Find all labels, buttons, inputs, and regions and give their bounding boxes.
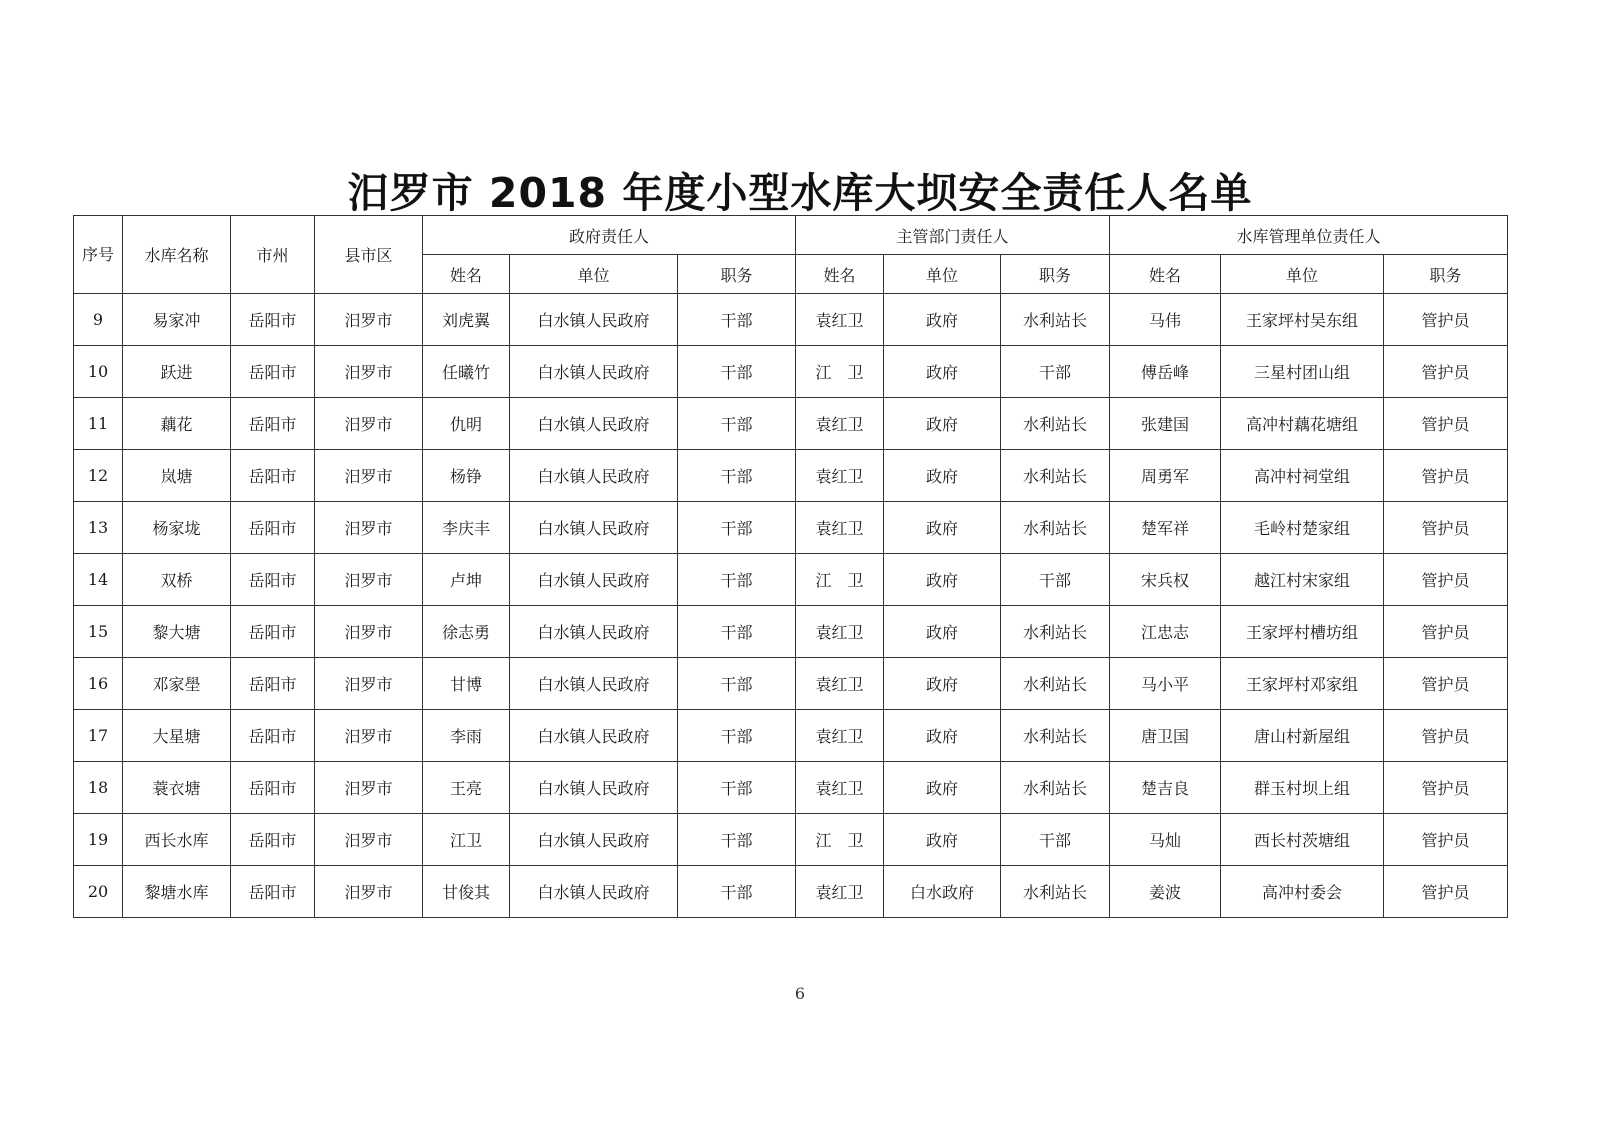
cell-dept-position: 水利站长	[1001, 294, 1110, 346]
cell-dept-unit: 政府	[884, 554, 1001, 606]
cell-mgmt-name: 宋兵权	[1110, 554, 1221, 606]
table-row	[74, 346, 1508, 398]
cell-dept-name: 袁红卫	[796, 866, 884, 918]
cell-gov-name: 任曦竹	[423, 346, 510, 398]
cell-gov-unit: 白水镇人民政府	[510, 814, 678, 866]
cell-city: 岳阳市	[231, 502, 315, 554]
header-mgmt-position: 职务	[1384, 255, 1508, 294]
header-county: 县市区	[315, 216, 423, 294]
cell-seq: 11	[74, 398, 123, 450]
cell-city: 岳阳市	[231, 398, 315, 450]
header-city: 市州	[231, 216, 315, 294]
cell-county: 汨罗市	[315, 554, 423, 606]
table-row	[74, 710, 1508, 762]
cell-city: 岳阳市	[231, 814, 315, 866]
cell-mgmt-position: 管护员	[1384, 554, 1508, 606]
cell-reservoir-name: 邓家壆	[123, 658, 231, 710]
cell-dept-unit: 白水政府	[884, 866, 1001, 918]
cell-mgmt-name: 姜波	[1110, 866, 1221, 918]
cell-mgmt-name: 张建国	[1110, 398, 1221, 450]
page-title: 汨罗市 2018 年度小型水库大坝安全责任人名单	[347, 169, 1253, 217]
cell-county: 汨罗市	[315, 762, 423, 814]
cell-dept-unit: 政府	[884, 450, 1001, 502]
cell-gov-position: 干部	[678, 866, 796, 918]
cell-mgmt-unit: 唐山村新屋组	[1221, 710, 1384, 762]
cell-dept-name: 袁红卫	[796, 762, 884, 814]
cell-mgmt-position: 管护员	[1384, 710, 1508, 762]
cell-dept-unit: 政府	[884, 814, 1001, 866]
table-row	[74, 398, 1508, 450]
cell-reservoir-name: 双桥	[123, 554, 231, 606]
cell-gov-name: 徐志勇	[423, 606, 510, 658]
table-row	[74, 866, 1508, 918]
cell-mgmt-unit: 王家坪村吴东组	[1221, 294, 1384, 346]
cell-mgmt-unit: 西长村茨塘组	[1221, 814, 1384, 866]
cell-county: 汨罗市	[315, 866, 423, 918]
cell-county: 汨罗市	[315, 606, 423, 658]
cell-gov-unit: 白水镇人民政府	[510, 658, 678, 710]
cell-gov-name: 刘虎翼	[423, 294, 510, 346]
cell-reservoir-name: 西长水库	[123, 814, 231, 866]
cell-county: 汨罗市	[315, 398, 423, 450]
header-reservoir: 水库名称	[123, 216, 231, 294]
cell-dept-unit: 政府	[884, 762, 1001, 814]
cell-dept-unit: 政府	[884, 710, 1001, 762]
cell-dept-name: 江 卫	[796, 554, 884, 606]
cell-dept-name: 江 卫	[796, 814, 884, 866]
cell-gov-name: 甘俊其	[423, 866, 510, 918]
cell-mgmt-name: 唐卫国	[1110, 710, 1221, 762]
cell-mgmt-position: 管护员	[1384, 398, 1508, 450]
cell-gov-position: 干部	[678, 294, 796, 346]
cell-county: 汨罗市	[315, 710, 423, 762]
header-mgmt-group: 水库管理单位责任人	[1110, 216, 1508, 255]
header-row-group	[74, 216, 1508, 255]
cell-city: 岳阳市	[231, 762, 315, 814]
cell-mgmt-position: 管护员	[1384, 450, 1508, 502]
cell-city: 岳阳市	[231, 294, 315, 346]
cell-seq: 15	[74, 606, 123, 658]
cell-seq: 9	[74, 294, 123, 346]
cell-gov-position: 干部	[678, 658, 796, 710]
table-row	[74, 606, 1508, 658]
cell-county: 汨罗市	[315, 346, 423, 398]
cell-dept-position: 干部	[1001, 346, 1110, 398]
cell-mgmt-position: 管护员	[1384, 346, 1508, 398]
cell-seq: 14	[74, 554, 123, 606]
cell-gov-position: 干部	[678, 606, 796, 658]
cell-reservoir-name: 杨家垅	[123, 502, 231, 554]
cell-mgmt-position: 管护员	[1384, 502, 1508, 554]
table-row	[74, 762, 1508, 814]
cell-seq: 18	[74, 762, 123, 814]
cell-mgmt-unit: 群玉村坝上组	[1221, 762, 1384, 814]
cell-gov-unit: 白水镇人民政府	[510, 450, 678, 502]
cell-dept-unit: 政府	[884, 398, 1001, 450]
cell-county: 汨罗市	[315, 658, 423, 710]
cell-mgmt-name: 楚军祥	[1110, 502, 1221, 554]
cell-dept-name: 袁红卫	[796, 658, 884, 710]
cell-reservoir-name: 黎大塘	[123, 606, 231, 658]
cell-city: 岳阳市	[231, 346, 315, 398]
cell-reservoir-name: 大星塘	[123, 710, 231, 762]
cell-mgmt-position: 管护员	[1384, 814, 1508, 866]
header-dept-name: 姓名	[796, 255, 884, 294]
cell-seq: 12	[74, 450, 123, 502]
cell-seq: 10	[74, 346, 123, 398]
cell-gov-unit: 白水镇人民政府	[510, 866, 678, 918]
cell-dept-position: 干部	[1001, 814, 1110, 866]
cell-gov-unit: 白水镇人民政府	[510, 346, 678, 398]
table-row	[74, 814, 1508, 866]
cell-dept-name: 袁红卫	[796, 502, 884, 554]
table-row	[74, 294, 1508, 346]
header-gov-unit: 单位	[510, 255, 678, 294]
cell-dept-position: 水利站长	[1001, 450, 1110, 502]
cell-gov-name: 甘博	[423, 658, 510, 710]
cell-gov-position: 干部	[678, 710, 796, 762]
cell-gov-unit: 白水镇人民政府	[510, 762, 678, 814]
cell-dept-position: 水利站长	[1001, 502, 1110, 554]
cell-mgmt-unit: 王家坪村槽坊组	[1221, 606, 1384, 658]
cell-dept-position: 水利站长	[1001, 762, 1110, 814]
cell-mgmt-position: 管护员	[1384, 762, 1508, 814]
cell-mgmt-unit: 三星村团山组	[1221, 346, 1384, 398]
cell-dept-unit: 政府	[884, 294, 1001, 346]
cell-gov-position: 干部	[678, 450, 796, 502]
cell-seq: 13	[74, 502, 123, 554]
cell-reservoir-name: 易家冲	[123, 294, 231, 346]
cell-dept-unit: 政府	[884, 658, 1001, 710]
cell-gov-unit: 白水镇人民政府	[510, 606, 678, 658]
cell-gov-unit: 白水镇人民政府	[510, 710, 678, 762]
cell-city: 岳阳市	[231, 450, 315, 502]
cell-dept-name: 袁红卫	[796, 294, 884, 346]
cell-reservoir-name: 蓑衣塘	[123, 762, 231, 814]
cell-mgmt-unit: 高冲村藕花塘组	[1221, 398, 1384, 450]
cell-mgmt-name: 楚吉良	[1110, 762, 1221, 814]
cell-mgmt-position: 管护员	[1384, 658, 1508, 710]
cell-gov-name: 杨铮	[423, 450, 510, 502]
cell-dept-unit: 政府	[884, 346, 1001, 398]
cell-gov-position: 干部	[678, 814, 796, 866]
page-number: 6	[794, 984, 806, 1003]
cell-reservoir-name: 黎塘水库	[123, 866, 231, 918]
cell-dept-unit: 政府	[884, 502, 1001, 554]
cell-gov-name: 卢坤	[423, 554, 510, 606]
cell-gov-unit: 白水镇人民政府	[510, 554, 678, 606]
cell-dept-position: 水利站长	[1001, 710, 1110, 762]
cell-dept-name: 袁红卫	[796, 450, 884, 502]
cell-city: 岳阳市	[231, 658, 315, 710]
cell-dept-name: 江 卫	[796, 346, 884, 398]
header-seq: 序号	[74, 216, 123, 294]
cell-mgmt-name: 马伟	[1110, 294, 1221, 346]
cell-mgmt-name: 马小平	[1110, 658, 1221, 710]
cell-dept-position: 水利站长	[1001, 606, 1110, 658]
cell-county: 汨罗市	[315, 450, 423, 502]
cell-dept-position: 干部	[1001, 554, 1110, 606]
cell-mgmt-unit: 毛岭村楚家组	[1221, 502, 1384, 554]
header-mgmt-name: 姓名	[1110, 255, 1221, 294]
cell-city: 岳阳市	[231, 866, 315, 918]
cell-gov-name: 李雨	[423, 710, 510, 762]
cell-mgmt-position: 管护员	[1384, 294, 1508, 346]
cell-dept-name: 袁红卫	[796, 710, 884, 762]
cell-mgmt-name: 傅岳峰	[1110, 346, 1221, 398]
cell-dept-unit: 政府	[884, 606, 1001, 658]
cell-gov-name: 王亮	[423, 762, 510, 814]
cell-dept-position: 水利站长	[1001, 658, 1110, 710]
cell-county: 汨罗市	[315, 294, 423, 346]
cell-reservoir-name: 跃进	[123, 346, 231, 398]
cell-gov-name: 江卫	[423, 814, 510, 866]
cell-mgmt-unit: 高冲村祠堂组	[1221, 450, 1384, 502]
cell-gov-position: 干部	[678, 762, 796, 814]
header-gov-position: 职务	[678, 255, 796, 294]
cell-mgmt-name: 江忠志	[1110, 606, 1221, 658]
table-row	[74, 450, 1508, 502]
cell-dept-position: 水利站长	[1001, 398, 1110, 450]
table-row	[74, 554, 1508, 606]
cell-gov-position: 干部	[678, 398, 796, 450]
cell-gov-unit: 白水镇人民政府	[510, 398, 678, 450]
cell-mgmt-unit: 高冲村委会	[1221, 866, 1384, 918]
cell-city: 岳阳市	[231, 710, 315, 762]
header-mgmt-unit: 单位	[1221, 255, 1384, 294]
cell-seq: 17	[74, 710, 123, 762]
cell-gov-position: 干部	[678, 502, 796, 554]
cell-county: 汨罗市	[315, 502, 423, 554]
cell-gov-name: 李庆丰	[423, 502, 510, 554]
cell-mgmt-position: 管护员	[1384, 606, 1508, 658]
header-gov-name: 姓名	[423, 255, 510, 294]
cell-gov-position: 干部	[678, 346, 796, 398]
header-dept-unit: 单位	[884, 255, 1001, 294]
cell-dept-position: 水利站长	[1001, 866, 1110, 918]
header-gov-group: 政府责任人	[423, 216, 796, 255]
cell-mgmt-name: 马灿	[1110, 814, 1221, 866]
cell-county: 汨罗市	[315, 814, 423, 866]
table-row	[74, 502, 1508, 554]
responsibility-table	[73, 215, 1508, 918]
cell-reservoir-name: 藕花	[123, 398, 231, 450]
cell-gov-name: 仇明	[423, 398, 510, 450]
cell-gov-unit: 白水镇人民政府	[510, 502, 678, 554]
cell-mgmt-position: 管护员	[1384, 866, 1508, 918]
cell-mgmt-unit: 越江村宋家组	[1221, 554, 1384, 606]
cell-seq: 19	[74, 814, 123, 866]
cell-seq: 20	[74, 866, 123, 918]
cell-gov-unit: 白水镇人民政府	[510, 294, 678, 346]
cell-seq: 16	[74, 658, 123, 710]
cell-reservoir-name: 岚塘	[123, 450, 231, 502]
header-dept-group: 主管部门责任人	[796, 216, 1110, 255]
cell-mgmt-unit: 王家坪村邓家组	[1221, 658, 1384, 710]
cell-dept-name: 袁红卫	[796, 398, 884, 450]
cell-gov-position: 干部	[678, 554, 796, 606]
table-row	[74, 658, 1508, 710]
cell-mgmt-name: 周勇军	[1110, 450, 1221, 502]
header-dept-position: 职务	[1001, 255, 1110, 294]
cell-dept-name: 袁红卫	[796, 606, 884, 658]
cell-city: 岳阳市	[231, 554, 315, 606]
table-body	[74, 294, 1508, 918]
cell-city: 岳阳市	[231, 606, 315, 658]
